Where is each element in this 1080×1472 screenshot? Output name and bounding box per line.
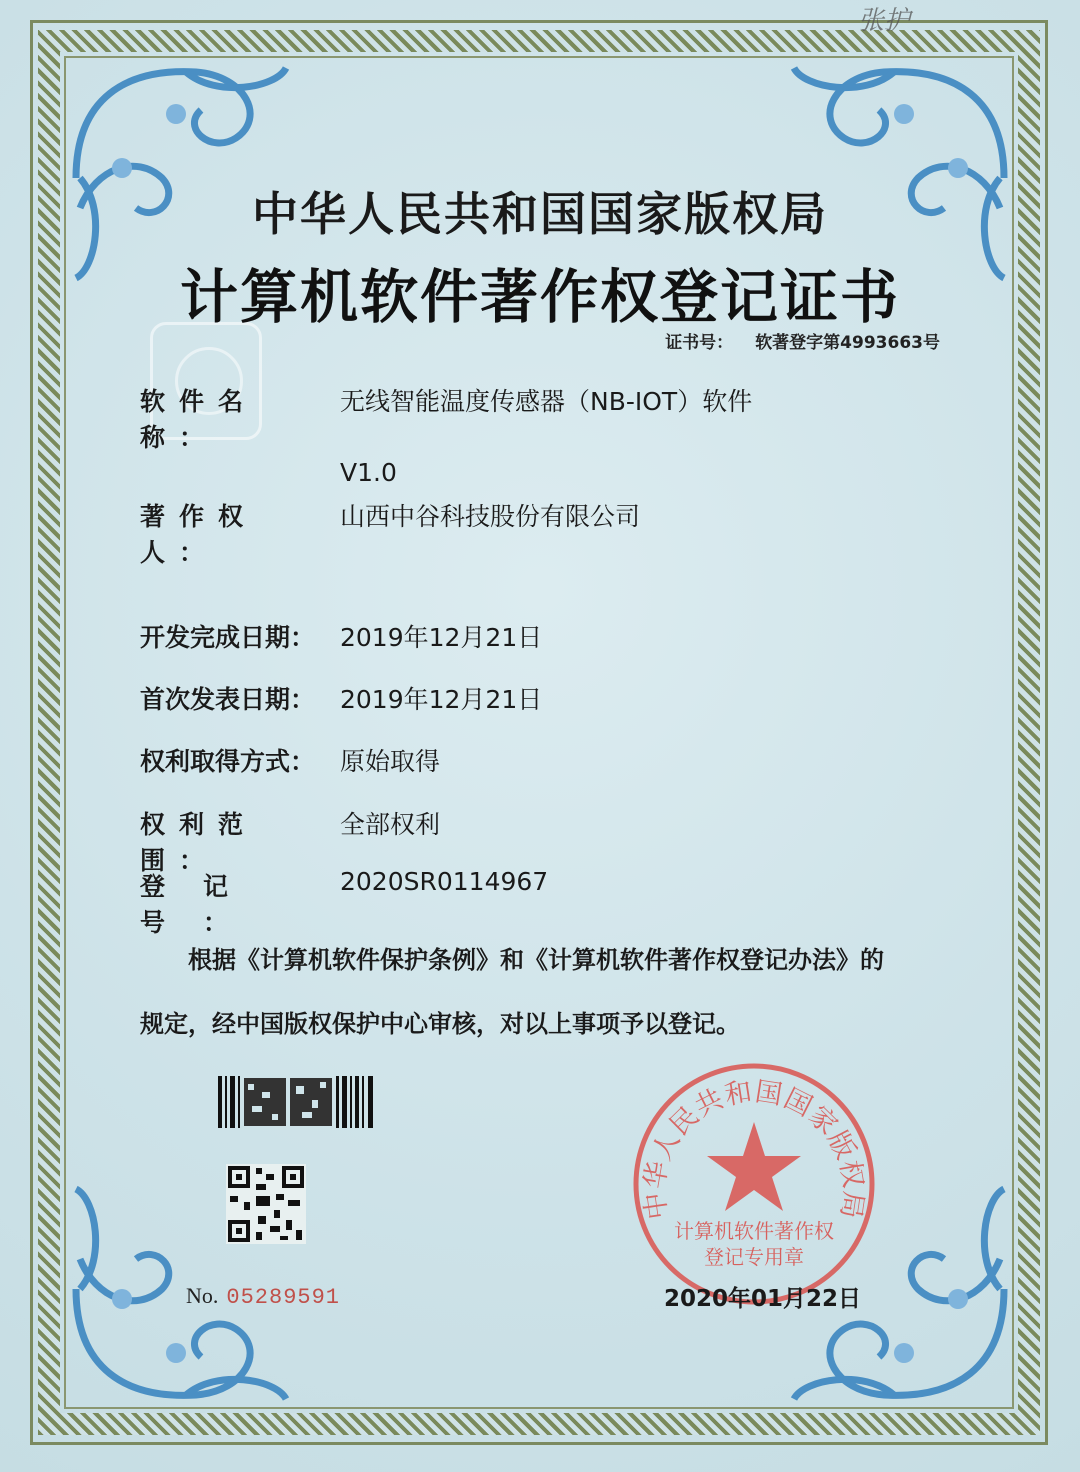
software-name-label: 软件名称： — [140, 387, 258, 452]
certificate-number — [665, 328, 940, 353]
rights-scope-label: 权利范围： — [140, 810, 258, 875]
qr-code — [226, 1164, 306, 1244]
certificate-number-value: 软著登字第4993663号 — [755, 333, 940, 353]
publication-date-value: 2019年12月21日 — [340, 685, 543, 714]
development-date-label: 开发完成日期： — [140, 623, 316, 652]
acquisition-method-value: 原始取得 — [340, 747, 441, 776]
statement-line-1: 根据《计算机软件保护条例》和《计算机软件著作权登记办法》的 — [188, 946, 884, 974]
publication-date-label: 首次发表日期： — [140, 685, 316, 714]
statement-line-2: 规定，经中国版权保护中心审核，对以上事项予以登记。 — [140, 1010, 740, 1038]
handwritten-note: 张护 — [858, 6, 911, 36]
acquisition-method-label: 权利取得方式： — [140, 747, 316, 776]
seal-arc-text: 中华人民共和国国家版权局 — [639, 1076, 869, 1222]
seal-line-1: 计算机软件著作权 — [674, 1219, 834, 1243]
rights-scope-value: 全部权利 — [340, 810, 441, 839]
serial-number-value: 05289591 — [226, 1285, 341, 1310]
field-registration-number — [140, 867, 548, 939]
registration-number-value: 2020SR0114967 — [340, 867, 549, 896]
issue-date: 2020年01月22日 — [664, 1286, 862, 1312]
field-publication-date — [140, 680, 542, 716]
issuing-authority-title: 中华人民共和国国家版权局 — [252, 187, 828, 241]
software-version-value: V1.0 — [340, 458, 397, 487]
serial-prefix: No. — [186, 1283, 219, 1308]
field-copyright-owner — [140, 497, 640, 569]
development-date-value: 2019年12月21日 — [340, 623, 543, 652]
field-development-date — [140, 618, 542, 654]
copyright-owner-label: 著作权人： — [140, 502, 258, 567]
certificate-number-label: 证书号： — [665, 333, 734, 353]
official-seal — [630, 1060, 878, 1308]
serial-number — [186, 1283, 340, 1310]
copyright-owner-value: 山西中谷科技股份有限公司 — [340, 502, 641, 531]
barcode — [218, 1076, 374, 1128]
registration-number-label: 登记号： — [140, 872, 267, 937]
field-software-name — [140, 382, 752, 487]
certificate-title: 计算机软件著作权登记证书 — [179, 263, 900, 331]
field-acquisition-method — [140, 742, 440, 778]
seal-line-2: 登记专用章 — [704, 1245, 804, 1269]
software-name-value: 无线智能温度传感器（NB-IOT）软件 — [340, 387, 753, 416]
